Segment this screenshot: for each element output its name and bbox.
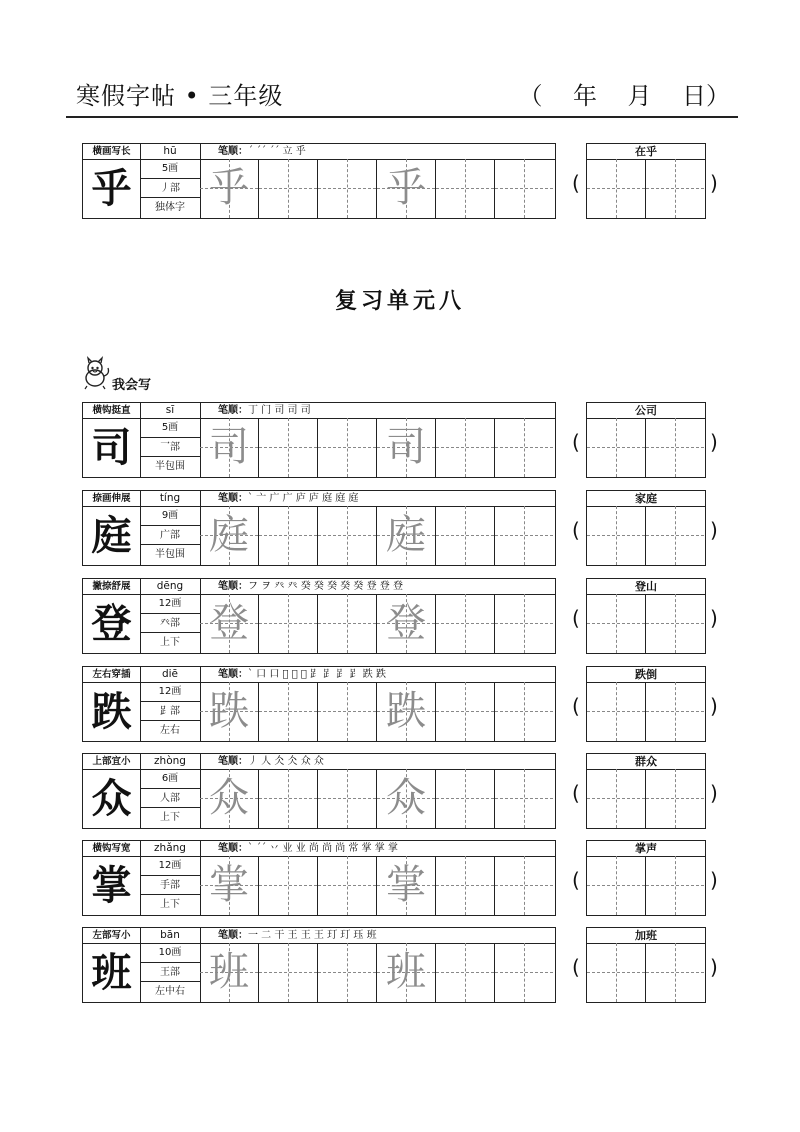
blank-cell[interactable] [495,506,554,565]
character-info [140,159,201,218]
practice-row [82,578,722,656]
character-info [140,506,201,565]
blank-cell[interactable] [495,856,554,915]
practice-row [82,143,722,221]
cat-mascot-icon [78,356,112,390]
trace-cell[interactable] [200,769,259,828]
stroke-order [200,491,555,507]
trace-character: 司 [386,424,426,470]
stroke-count: 12画 [140,682,200,702]
model-character: 司 [83,418,141,477]
stroke-order-sequence: ˋ 亠 广 广 庐 庐 庭 庭 庭 [248,493,359,504]
writing-grid [200,682,554,741]
word-label: 掌声 [587,841,705,857]
stroke-count: 5画 [140,418,200,438]
word-cell[interactable] [587,594,646,653]
blank-cell[interactable] [259,594,318,653]
blank-cell[interactable] [318,682,377,741]
practice-grid-box [82,753,556,829]
word-cell[interactable] [646,159,705,218]
trace-cell[interactable] [200,159,259,218]
trace-cell[interactable] [377,506,436,565]
practice-row [82,666,722,744]
blank-cell[interactable] [318,769,377,828]
word-label: 家庭 [587,491,705,507]
word-box [586,402,706,478]
trace-cell[interactable] [377,943,436,1002]
blank-cell[interactable] [436,594,495,653]
pinyin: tíng [140,491,201,507]
model-character: 掌 [83,856,141,915]
writing-grid [200,594,554,653]
word-cell[interactable] [587,159,646,218]
practice-grid-box [82,402,556,478]
blank-cell[interactable] [495,418,554,477]
structure: 左中右 [155,986,185,998]
word-label: 群众 [587,754,705,770]
trace-character: 登 [209,600,249,646]
writing-grid [200,856,554,915]
word-label: 在乎 [587,144,705,160]
pinyin: hū [140,144,201,160]
trace-cell[interactable] [377,856,436,915]
stroke-order [200,841,555,857]
structure: 半包围 [155,549,185,561]
stroke-order-sequence: 丿 人 仌 仌 众 众 [248,756,324,767]
stroke-order-sequence: ˋ 口 口 𠯁 𠯁 𠯁 𧾷 𧾷 𧾷 𧾷 跌 跌 [248,669,386,680]
trace-cell[interactable] [377,594,436,653]
writing-grid [200,769,554,828]
writing-grid [200,418,554,477]
stroke-order [200,403,555,419]
writing-tip: 横画写长 [83,144,141,160]
blank-cell[interactable] [495,159,554,218]
structure: 半包围 [155,461,185,473]
trace-character: 乎 [209,165,249,211]
writing-tip: 横钩写宽 [83,841,141,857]
stroke-order-sequence: ˋ ˊˊ 丷 业 业 尚 尚 尚 常 掌 掌 掌 [248,843,398,854]
open-paren: ( [572,781,580,805]
blank-cell[interactable] [259,943,318,1002]
practice-grid-box [82,143,556,219]
trace-cell[interactable] [200,506,259,565]
practice-grid-box [82,666,556,742]
stroke-order [200,667,555,683]
stroke-order-sequence: 丁 门 司 司 司 [248,405,311,416]
close-paren: ) [710,606,718,630]
word-cell[interactable] [587,418,646,477]
trace-character: 跌 [209,688,249,734]
radical: 癶部 [140,614,200,634]
section-title: 复习单元八 [334,288,465,314]
trace-character: 庭 [386,512,426,558]
blank-cell[interactable] [495,943,554,1002]
close-paren: ) [710,430,718,454]
word-box [586,490,706,566]
model-character: 庭 [83,506,141,565]
character-info [140,943,201,1002]
trace-cell[interactable] [200,682,259,741]
practice-row [82,927,722,1005]
blank-cell[interactable] [318,159,377,218]
open-paren: ( [572,955,580,979]
stroke-count: 12画 [140,594,200,614]
trace-cell[interactable] [200,943,259,1002]
word-cell[interactable] [587,682,646,741]
radical: 广部 [140,526,200,546]
blank-cell[interactable] [259,769,318,828]
activity-label: 我会写 [112,378,152,393]
word-label: 公司 [587,403,705,419]
stroke-count: 6画 [140,769,200,789]
writing-tip: 上部宜小 [83,754,141,770]
radical: 人部 [140,789,200,809]
trace-character: 掌 [386,862,426,908]
blank-cell[interactable] [436,769,495,828]
stroke-order [200,144,555,160]
word-cell[interactable] [587,769,646,828]
character-info [140,769,201,828]
stroke-order [200,928,555,944]
trace-character: 跌 [386,688,426,734]
writing-grid [200,943,554,1002]
blank-cell[interactable] [259,682,318,741]
pinyin: zhǎng [140,841,201,857]
stroke-count: 10画 [140,943,200,963]
radical: 王部 [140,963,200,983]
character-info [140,682,201,741]
word-cell[interactable] [587,506,646,565]
stroke-order-label: 笔顺： [218,669,248,680]
model-character: 跌 [83,682,141,741]
practice-row [82,840,722,918]
trace-cell[interactable] [377,418,436,477]
word-cell[interactable] [646,418,705,477]
stroke-order-label: 笔顺： [218,756,248,767]
trace-character: 庭 [209,512,249,558]
close-paren: ) [710,694,718,718]
blank-cell[interactable] [259,418,318,477]
worksheet-title: 寒假字帖 • 三年级 [76,82,284,110]
writing-grid [200,506,554,565]
word-box [586,578,706,654]
practice-row [82,402,722,480]
stroke-count: 9画 [140,506,200,526]
stroke-order-label: 笔顺： [218,843,248,854]
stroke-order-sequence: 一 二 干 王 王 王 玎 玎 珏 班 [248,930,377,941]
date-field[interactable]: （ 年 月 日） [518,82,730,110]
writing-tip: 横钩挺直 [83,403,141,419]
blank-cell[interactable] [259,856,318,915]
character-info [140,418,201,477]
blank-cell[interactable] [259,159,318,218]
model-character: 众 [83,769,141,828]
open-paren: ( [572,430,580,454]
close-paren: ) [710,955,718,979]
pinyin: bān [140,928,201,944]
page-header [66,72,738,112]
writing-tip: 撇捺舒展 [83,579,141,595]
writing-tip: 捺画伸展 [83,491,141,507]
trace-cell[interactable] [377,159,436,218]
practice-grid-box [82,840,556,916]
blank-cell[interactable] [318,594,377,653]
model-character: 班 [83,943,141,1002]
trace-cell[interactable] [200,418,259,477]
trace-cell[interactable] [377,769,436,828]
pinyin: dēng [140,579,201,595]
word-cell[interactable] [646,682,705,741]
trace-character: 班 [386,949,426,995]
stroke-order [200,754,555,770]
trace-character: 登 [386,600,426,646]
stroke-order-sequence: ˊ ˊˊ ˊˊ 立 乎 [248,146,306,157]
word-cell[interactable] [646,856,705,915]
word-label: 加班 [587,928,705,944]
blank-cell[interactable] [436,418,495,477]
structure: 上下 [160,637,180,649]
radical: 𧾷部 [140,702,200,722]
practice-grid-box [82,578,556,654]
practice-grid-box [82,927,556,1003]
word-box [586,840,706,916]
blank-cell[interactable] [436,943,495,1002]
close-paren: ) [710,781,718,805]
stroke-order-label: 笔顺： [218,930,248,941]
character-info [140,594,201,653]
trace-character: 班 [209,949,249,995]
word-cell[interactable] [646,506,705,565]
word-box [586,143,706,219]
pinyin: zhòng [140,754,201,770]
blank-cell[interactable] [495,769,554,828]
close-paren: ) [710,518,718,542]
header-divider [66,116,738,118]
blank-cell[interactable] [318,856,377,915]
word-label: 登山 [587,579,705,595]
trace-cell[interactable] [200,856,259,915]
model-character: 登 [83,594,141,653]
open-paren: ( [572,518,580,542]
stroke-order-label: 笔顺： [218,493,248,504]
trace-character: 司 [209,424,249,470]
open-paren: ( [572,171,580,195]
open-paren: ( [572,694,580,718]
close-paren: ) [710,171,718,195]
radical: 丿部 [140,179,200,199]
stroke-order-sequence: フ ヲ 癶 癶 癸 癸 癸 癸 癸 登 登 登 [248,581,403,592]
structure: 独体字 [155,202,185,214]
word-box [586,753,706,829]
structure: 左右 [160,725,180,737]
blank-cell[interactable] [318,943,377,1002]
stroke-order-label: 笔顺： [218,146,248,157]
blank-cell[interactable] [495,682,554,741]
trace-cell[interactable] [200,594,259,653]
trace-character: 乎 [386,165,426,211]
trace-cell[interactable] [377,682,436,741]
blank-cell[interactable] [436,856,495,915]
word-label: 跌倒 [587,667,705,683]
word-box [586,666,706,742]
blank-cell[interactable] [318,418,377,477]
blank-cell[interactable] [436,159,495,218]
model-character: 乎 [83,159,141,218]
word-box [586,927,706,1003]
word-cell[interactable] [646,594,705,653]
blank-cell[interactable] [259,506,318,565]
pinyin: diē [140,667,201,683]
structure: 上下 [160,812,180,824]
practice-row [82,753,722,831]
stroke-order [200,579,555,595]
practice-row [82,490,722,568]
structure: 上下 [160,899,180,911]
blank-cell[interactable] [436,506,495,565]
word-cell[interactable] [646,769,705,828]
writing-tip: 左部写小 [83,928,141,944]
radical: 乛部 [140,438,200,458]
trace-character: 众 [209,775,249,821]
stroke-count: 5画 [140,159,200,179]
stroke-count: 12画 [140,856,200,876]
blank-cell[interactable] [495,594,554,653]
trace-character: 掌 [209,862,249,908]
stroke-order-label: 笔顺： [218,581,248,592]
blank-cell[interactable] [436,682,495,741]
close-paren: ) [710,868,718,892]
word-cell[interactable] [646,943,705,1002]
blank-cell[interactable] [318,506,377,565]
pinyin: sī [140,403,201,419]
stroke-order-label: 笔顺： [218,405,248,416]
character-info [140,856,201,915]
open-paren: ( [572,868,580,892]
open-paren: ( [572,606,580,630]
word-cell[interactable] [587,856,646,915]
radical: 手部 [140,876,200,896]
practice-grid-box [82,490,556,566]
writing-grid [200,159,554,218]
word-cell[interactable] [587,943,646,1002]
trace-character: 众 [386,775,426,821]
writing-tip: 左右穿插 [83,667,141,683]
